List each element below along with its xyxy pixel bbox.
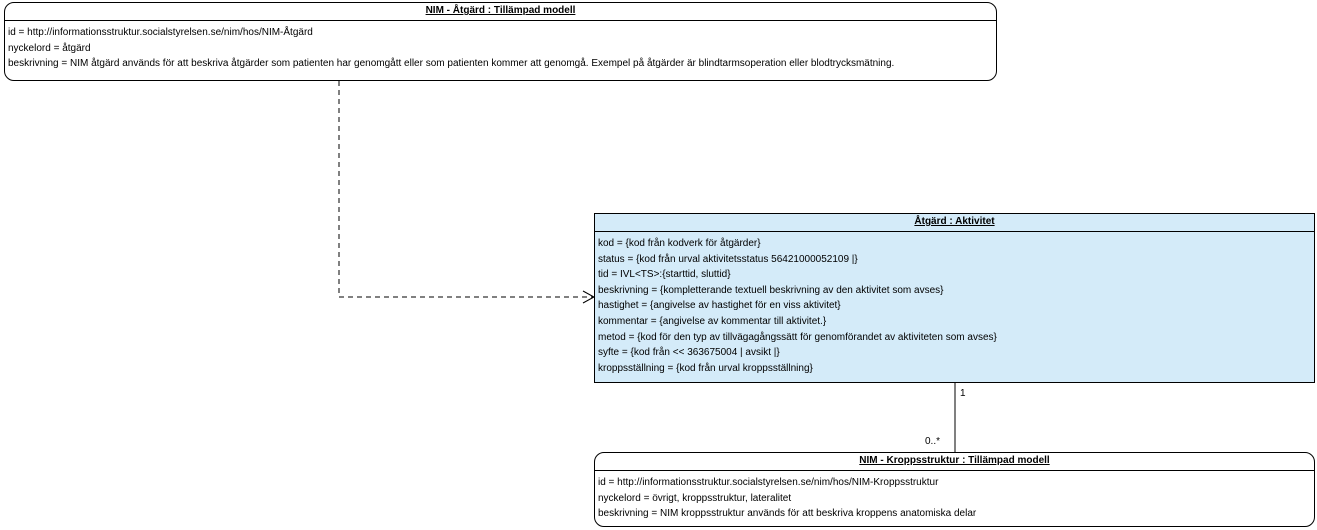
nim-atgard-title: NIM - Åtgärd : Tillämpad modell	[5, 3, 996, 21]
atgard-aktivitet-title: Åtgärd : Aktivitet	[595, 214, 1314, 232]
kroppsstruktur-attr-nyckelord: nyckelord = övrigt, kroppsstruktur, lateralitet	[598, 492, 792, 504]
aktivitet-attr-status: status = {kod från urval aktivitetsstatus 56421000052109 |}	[598, 253, 858, 265]
aktivitet-attr-beskrivning: beskrivning = {kompletterande textuell beskrivning av den aktivitet som avses}	[598, 284, 944, 296]
nim-atgard-attr-id: id = http://informationsstruktur.socialstyrelsen.se/nim/hos/NIM-Åtgärd	[8, 27, 313, 38]
aktivitet-attr-syfte: syfte = {kod från << 363675004 | avsikt |}	[598, 347, 780, 359]
aktivitet-attr-kommentar: kommentar = {angivelse av kommentar till aktivitet.}	[598, 315, 827, 327]
dependency-connector[interactable]	[339, 81, 593, 297]
nim-kroppsstruktur-title: NIM - Kroppsstruktur : Tillämpad modell	[595, 453, 1314, 471]
kroppsstruktur-attr-beskrivning: beskrivning = NIM kroppsstruktur används för att beskriva kroppens anatomiska delar	[598, 508, 977, 520]
nim-atgard-attributes	[5, 21, 996, 72]
aktivitet-attr-tid: tid = IVL<TS>:{starttid, sluttid}	[598, 269, 731, 281]
nim-atgard-node[interactable]	[4, 2, 997, 81]
atgard-aktivitet-node[interactable]	[594, 213, 1315, 383]
nim-atgard-attr-nyckelord: nyckelord = åtgärd	[8, 42, 91, 54]
nim-kroppsstruktur-attributes	[595, 471, 1314, 522]
multiplicity-target-label: 0..*	[925, 436, 941, 447]
nim-kroppsstruktur-node[interactable]	[594, 452, 1315, 527]
kroppsstruktur-attr-id: id = http://informationsstruktur.socialstyrelsen.se/nim/hos/NIM-Kroppsstruktur	[598, 477, 939, 488]
aktivitet-attr-kroppsstallning: kroppsställning = {kod från urval kroppsställning}	[598, 362, 813, 374]
aktivitet-attr-metod: metod = {kod för den typ av tillvägagångssätt för genomförandet av aktiviteten som avses}	[598, 331, 997, 343]
aktivitet-attr-hastighet: hastighet = {angivelse av hastighet för en viss aktivitet}	[598, 300, 841, 312]
multiplicity-source-label: 1	[960, 388, 966, 399]
atgard-aktivitet-attributes	[595, 232, 1314, 376]
nim-atgard-attr-beskrivning: beskrivning = NIM åtgärd används för att beskriva åtgärder som patienten har genomgått eller som patienten kommer att genomgå. Exempel på åtgärder är blindtarmsoperation eller blodtrycksmätning.	[8, 58, 895, 70]
aktivitet-attr-kod: kod = {kod från kodverk för åtgärder}	[598, 238, 761, 249]
